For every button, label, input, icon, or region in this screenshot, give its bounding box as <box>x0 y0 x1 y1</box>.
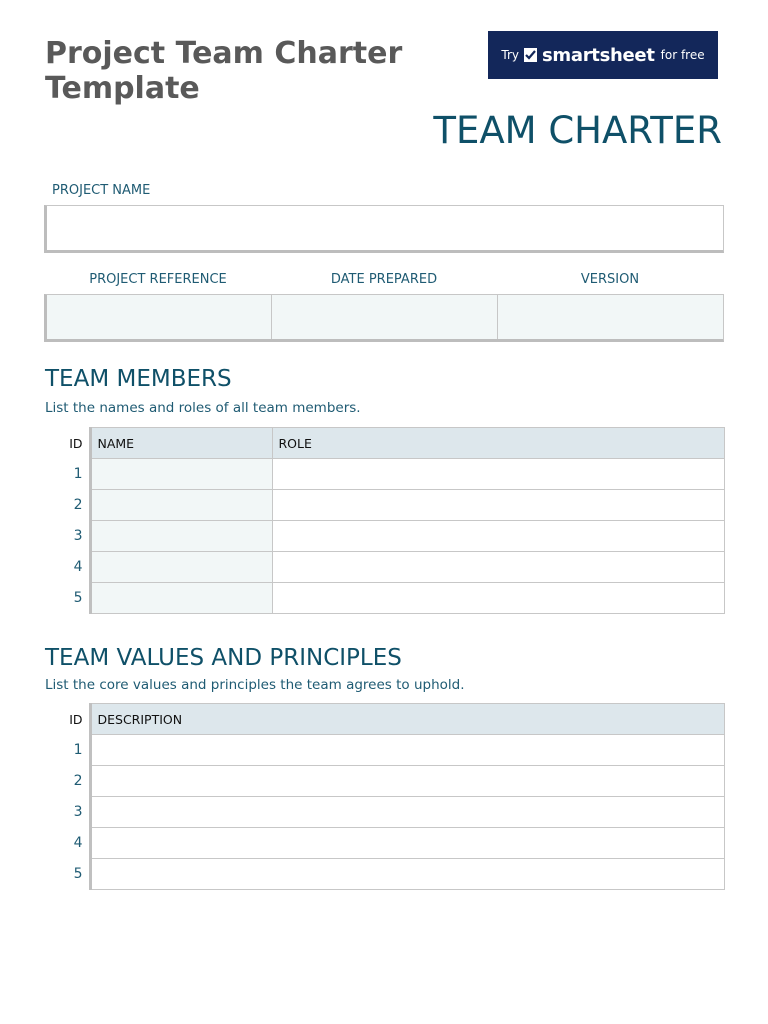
project-reference-field[interactable] <box>47 295 271 339</box>
row-id: 2 <box>45 766 90 797</box>
table-row <box>45 828 724 859</box>
description-cell[interactable] <box>90 828 724 859</box>
name-column-header: NAME <box>90 428 272 459</box>
member-role-cell[interactable] <box>272 459 724 490</box>
project-reference-label: PROJECT REFERENCE <box>89 272 227 287</box>
member-name-cell[interactable] <box>90 521 272 552</box>
project-name-label: PROJECT NAME <box>52 183 151 198</box>
values-principles-subtitle: List the core values and principles the team agrees to uphold. <box>45 677 465 693</box>
project-details-row <box>44 294 724 342</box>
table-row <box>45 797 724 828</box>
table-row <box>45 490 724 521</box>
team-members-subtitle: List the names and roles of all team members. <box>45 400 361 416</box>
smartsheet-check-icon <box>524 48 537 62</box>
table-row <box>45 859 724 890</box>
table-row <box>45 735 724 766</box>
member-role-cell[interactable] <box>272 521 724 552</box>
table-header-row <box>45 704 724 735</box>
id-column-header: ID <box>45 428 90 459</box>
promo-brand: smartsheet <box>541 44 655 66</box>
version-label: VERSION <box>580 272 640 287</box>
promo-try-text: Try <box>501 48 519 62</box>
document-title: Project Team Charter Template <box>45 36 403 106</box>
row-id: 4 <box>45 552 90 583</box>
row-id: 1 <box>45 735 90 766</box>
member-name-cell[interactable] <box>90 490 272 521</box>
id-column-header: ID <box>45 704 90 735</box>
date-prepared-label: DATE PREPARED <box>330 272 438 287</box>
row-id: 3 <box>45 521 90 552</box>
member-name-cell[interactable] <box>90 583 272 614</box>
table-row <box>45 766 724 797</box>
member-role-cell[interactable] <box>272 552 724 583</box>
table-row <box>45 459 724 490</box>
member-role-cell[interactable] <box>272 583 724 614</box>
table-header-row <box>45 428 724 459</box>
row-id: 2 <box>45 490 90 521</box>
member-role-cell[interactable] <box>272 490 724 521</box>
values-principles-table <box>45 703 725 890</box>
description-cell[interactable] <box>90 735 724 766</box>
version-field[interactable] <box>498 295 724 339</box>
row-id: 3 <box>45 797 90 828</box>
date-prepared-field[interactable] <box>272 295 497 339</box>
description-column-header: DESCRIPTION <box>90 704 724 735</box>
role-column-header: ROLE <box>272 428 724 459</box>
description-cell[interactable] <box>90 859 724 890</box>
table-row <box>45 583 724 614</box>
values-principles-title: TEAM VALUES AND PRINCIPLES <box>45 645 402 671</box>
smartsheet-promo-banner[interactable] <box>488 31 718 79</box>
member-name-cell[interactable] <box>90 459 272 490</box>
row-id: 4 <box>45 828 90 859</box>
table-row <box>45 552 724 583</box>
row-id: 5 <box>45 859 90 890</box>
table-row <box>45 521 724 552</box>
promo-suffix: for free <box>660 48 705 62</box>
row-id: 1 <box>45 459 90 490</box>
team-members-title: TEAM MEMBERS <box>45 366 232 392</box>
description-cell[interactable] <box>90 797 724 828</box>
team-members-table <box>45 427 725 614</box>
description-cell[interactable] <box>90 766 724 797</box>
member-name-cell[interactable] <box>90 552 272 583</box>
team-charter-heading: TEAM CHARTER <box>433 109 722 152</box>
row-id: 5 <box>45 583 90 614</box>
project-name-field[interactable] <box>44 205 724 253</box>
